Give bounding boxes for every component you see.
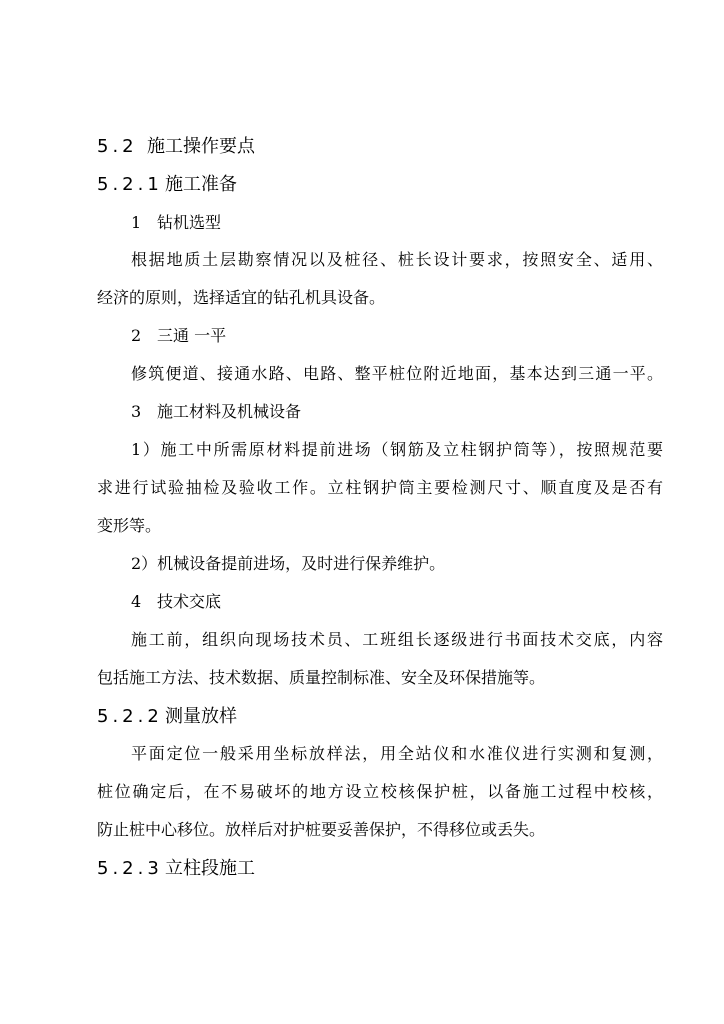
section-heading-5-2 — [97, 136, 255, 158]
paragraph-line: 1）施工中所需原材料提前进场（钢筋及立柱钢护筒等），按照规范要 — [131, 440, 663, 459]
paragraph-line: 变形等。 — [97, 516, 162, 535]
section-heading-5-2-2 — [97, 706, 237, 728]
section-title: 立柱段施工 — [165, 858, 255, 879]
paragraph-line: 经济的原则，选择适宜的钻孔机具设备。 — [97, 288, 386, 307]
list-item-1 — [131, 213, 221, 233]
section-number: 5.2.1 — [97, 174, 163, 195]
paragraph-line: 修筑便道、接通水路、电路、整平桩位附近地面，基本达到三通一平。 — [131, 364, 663, 383]
item-number: 2 — [131, 326, 142, 345]
item-number: 4 — [131, 592, 142, 611]
section-heading-5-2-1 — [97, 174, 237, 196]
paragraph-line: 平面定位一般采用坐标放样法，用全站仪和水准仪进行实测和复测， — [131, 744, 663, 763]
section-number: 5.2 — [97, 136, 138, 157]
section-heading-5-2-3 — [97, 858, 255, 880]
item-text: 技术交底 — [157, 592, 222, 611]
section-title: 测量放样 — [165, 706, 237, 727]
paragraph-line: 2）机械设备提前进场，及时进行保养维护。 — [131, 554, 446, 573]
item-text: 钻机选型 — [157, 213, 222, 232]
section-title: 施工操作要点 — [147, 136, 255, 157]
section-number: 5.2.2 — [97, 706, 163, 727]
paragraph-line: 桩位确定后，在不易破坏的地方设立校核保护桩，以备施工过程中校核， — [97, 782, 663, 801]
paragraph-line: 防止桩中心移位。放样后对护桩要妥善保护，不得移位或丢失。 — [97, 820, 546, 839]
item-text: 三通 一平 — [157, 326, 227, 345]
list-item-3 — [131, 402, 301, 422]
paragraph-line: 包括施工方法、技术数据、质量控制标准、安全及环保措施等。 — [97, 668, 546, 687]
section-title: 施工准备 — [165, 174, 237, 195]
list-item-4 — [131, 592, 221, 612]
paragraph-line: 施工前，组织向现场技术员、工班组长逐级进行书面技术交底，内容 — [131, 630, 663, 649]
item-text: 施工材料及机械设备 — [157, 402, 302, 421]
item-number: 3 — [131, 402, 142, 421]
list-item-2 — [131, 326, 226, 346]
item-number: 1 — [131, 213, 142, 232]
paragraph-line: 根据地质土层勘察情况以及桩径、桩长设计要求，按照安全、适用、 — [131, 250, 663, 269]
paragraph-line: 求进行试验抽检及验收工作。立柱钢护筒主要检测尺寸、顺直度及是否有 — [97, 478, 663, 497]
section-number: 5.2.3 — [97, 858, 163, 879]
